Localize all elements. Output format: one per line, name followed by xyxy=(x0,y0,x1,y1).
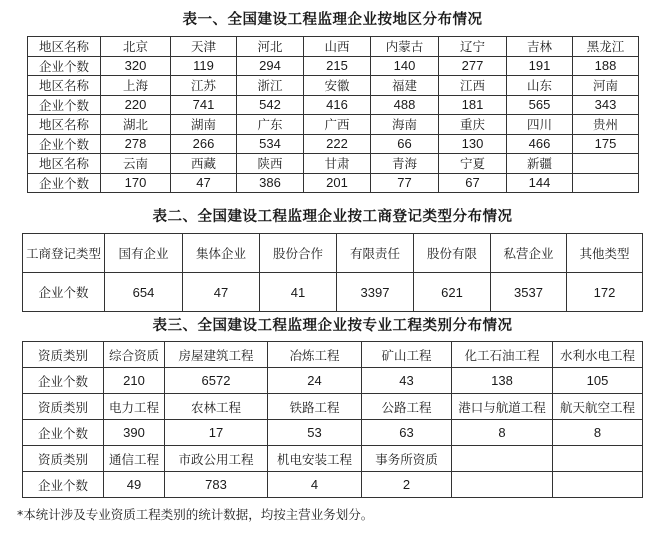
category-cell: 贵州 xyxy=(573,115,639,135)
count-cell: 220 xyxy=(101,95,171,115)
qualification-count-row xyxy=(23,472,643,498)
category-cell: 北京 xyxy=(101,37,171,57)
type-cell: 股份有限 xyxy=(414,234,491,273)
category-cell: 上海 xyxy=(101,76,171,96)
category-cell xyxy=(573,154,639,174)
qualification-count-row-label: 企业个数 xyxy=(23,368,104,394)
footnote: *本统计涉及专业资质工程类别的统计数据，均按主营业务划分。 xyxy=(17,507,374,522)
qualification-type-row-label: 资质类别 xyxy=(23,394,104,420)
count-cell: 222 xyxy=(304,134,371,154)
category-cell: 辽宁 xyxy=(439,37,507,57)
count-cell: 119 xyxy=(171,56,237,76)
registration-type-header: 工商登记类型 xyxy=(23,234,105,273)
count-cell: 43 xyxy=(362,368,452,394)
category-cell: 广东 xyxy=(237,115,304,135)
count-cell: 277 xyxy=(439,56,507,76)
category-cell: 冶炼工程 xyxy=(268,342,362,368)
region-name-row xyxy=(28,154,639,174)
category-cell: 通信工程 xyxy=(104,446,165,472)
category-cell: 江苏 xyxy=(171,76,237,96)
category-cell: 甘肃 xyxy=(304,154,371,174)
registration-type-row xyxy=(23,234,643,273)
count-cell: 320 xyxy=(101,56,171,76)
category-cell: 综合资质 xyxy=(104,342,165,368)
table1-title: 表一、全国建设工程监理企业按地区分布情况 xyxy=(182,12,483,28)
region-name-row xyxy=(28,37,639,57)
qualification-type-row-label: 资质类别 xyxy=(23,342,104,368)
count-cell: 172 xyxy=(567,273,643,312)
category-cell: 福建 xyxy=(371,76,439,96)
count-cell: 534 xyxy=(237,134,304,154)
count-cell: 654 xyxy=(105,273,183,312)
count-cell: 488 xyxy=(371,95,439,115)
category-cell: 海南 xyxy=(371,115,439,135)
category-cell: 河北 xyxy=(237,37,304,57)
count-cell: 8 xyxy=(553,420,643,446)
count-cell: 3397 xyxy=(337,273,414,312)
qualification-count-row xyxy=(23,368,643,394)
count-cell: 6572 xyxy=(165,368,268,394)
count-cell: 215 xyxy=(304,56,371,76)
region-count-row-label: 企业个数 xyxy=(28,173,101,193)
category-cell: 浙江 xyxy=(237,76,304,96)
type-cell: 集体企业 xyxy=(183,234,260,273)
type-cell: 私营企业 xyxy=(491,234,567,273)
category-cell: 公路工程 xyxy=(362,394,452,420)
category-cell: 吉林 xyxy=(507,37,573,57)
count-cell: 140 xyxy=(371,56,439,76)
registration-count-row xyxy=(23,273,643,312)
category-cell: 宁夏 xyxy=(439,154,507,174)
qualification-count-row-label: 企业个数 xyxy=(23,420,104,446)
count-cell: 278 xyxy=(101,134,171,154)
category-cell: 山东 xyxy=(507,76,573,96)
count-cell: 741 xyxy=(171,95,237,115)
category-cell: 河南 xyxy=(573,76,639,96)
category-cell: 电力工程 xyxy=(104,394,165,420)
count-cell: 621 xyxy=(414,273,491,312)
category-cell: 内蒙古 xyxy=(371,37,439,57)
count-cell: 130 xyxy=(439,134,507,154)
count-cell: 3537 xyxy=(491,273,567,312)
count-cell: 416 xyxy=(304,95,371,115)
count-cell: 49 xyxy=(104,472,165,498)
category-cell: 湖南 xyxy=(171,115,237,135)
count-cell: 386 xyxy=(237,173,304,193)
qualification-count-row-label: 企业个数 xyxy=(23,472,104,498)
count-cell: 390 xyxy=(104,420,165,446)
count-cell: 144 xyxy=(507,173,573,193)
type-cell: 有限责任 xyxy=(337,234,414,273)
count-cell: 565 xyxy=(507,95,573,115)
category-cell: 矿山工程 xyxy=(362,342,452,368)
category-cell: 铁路工程 xyxy=(268,394,362,420)
category-cell: 黑龙江 xyxy=(573,37,639,57)
count-cell: 138 xyxy=(452,368,553,394)
region-count-row xyxy=(28,95,639,115)
category-cell: 江西 xyxy=(439,76,507,96)
qualification-type-row-label: 资质类别 xyxy=(23,446,104,472)
count-cell: 783 xyxy=(165,472,268,498)
category-cell: 安徽 xyxy=(304,76,371,96)
type-cell: 其他类型 xyxy=(567,234,643,273)
count-cell: 63 xyxy=(362,420,452,446)
category-cell xyxy=(452,446,553,472)
specialty-table-body xyxy=(23,342,643,498)
count-cell: 201 xyxy=(304,173,371,193)
category-cell: 房屋建筑工程 xyxy=(165,342,268,368)
count-cell: 47 xyxy=(183,273,260,312)
region-name-row-label: 地区名称 xyxy=(28,37,101,57)
category-cell: 化工石油工程 xyxy=(452,342,553,368)
region-name-row-label: 地区名称 xyxy=(28,154,101,174)
count-cell: 53 xyxy=(268,420,362,446)
category-cell: 港口与航道工程 xyxy=(452,394,553,420)
count-cell: 542 xyxy=(237,95,304,115)
region-name-row xyxy=(28,76,639,96)
category-cell xyxy=(553,446,643,472)
count-cell: 47 xyxy=(171,173,237,193)
qualification-count-row xyxy=(23,420,643,446)
category-cell: 航天航空工程 xyxy=(553,394,643,420)
table3-title: 表三、全国建设工程监理企业按专业工程类别分布情况 xyxy=(152,318,513,334)
region-count-row xyxy=(28,173,639,193)
region-count-row-label: 企业个数 xyxy=(28,95,101,115)
qualification-type-row xyxy=(23,394,643,420)
count-cell: 343 xyxy=(573,95,639,115)
region-count-row xyxy=(28,56,639,76)
category-cell: 四川 xyxy=(507,115,573,135)
region-name-row xyxy=(28,115,639,135)
count-cell: 191 xyxy=(507,56,573,76)
region-table-body xyxy=(28,37,639,193)
count-cell: 77 xyxy=(371,173,439,193)
count-cell xyxy=(553,472,643,498)
specialty-distribution-table xyxy=(22,341,643,498)
count-cell: 41 xyxy=(260,273,337,312)
category-cell: 机电安装工程 xyxy=(268,446,362,472)
count-cell: 2 xyxy=(362,472,452,498)
count-cell: 66 xyxy=(371,134,439,154)
category-cell: 西藏 xyxy=(171,154,237,174)
count-cell: 188 xyxy=(573,56,639,76)
region-distribution-table xyxy=(27,36,639,193)
table2-title: 表二、全国建设工程监理企业按工商登记类型分布情况 xyxy=(152,209,513,225)
region-count-row xyxy=(28,134,639,154)
category-cell: 陕西 xyxy=(237,154,304,174)
category-cell: 事务所资质 xyxy=(362,446,452,472)
count-cell: 67 xyxy=(439,173,507,193)
qualification-type-row xyxy=(23,342,643,368)
count-cell xyxy=(573,173,639,193)
qualification-type-row xyxy=(23,446,643,472)
count-cell xyxy=(452,472,553,498)
count-cell: 17 xyxy=(165,420,268,446)
category-cell: 湖北 xyxy=(101,115,171,135)
region-name-row-label: 地区名称 xyxy=(28,115,101,135)
count-cell: 466 xyxy=(507,134,573,154)
region-name-row-label: 地区名称 xyxy=(28,76,101,96)
count-cell: 8 xyxy=(452,420,553,446)
category-cell: 青海 xyxy=(371,154,439,174)
count-cell: 170 xyxy=(101,173,171,193)
category-cell: 天津 xyxy=(171,37,237,57)
count-cell: 4 xyxy=(268,472,362,498)
count-cell: 266 xyxy=(171,134,237,154)
region-count-row-label: 企业个数 xyxy=(28,56,101,76)
type-cell: 国有企业 xyxy=(105,234,183,273)
count-cell: 294 xyxy=(237,56,304,76)
category-cell: 广西 xyxy=(304,115,371,135)
category-cell: 水利水电工程 xyxy=(553,342,643,368)
type-cell: 股份合作 xyxy=(260,234,337,273)
region-count-row-label: 企业个数 xyxy=(28,134,101,154)
count-label: 企业个数 xyxy=(23,273,105,312)
business-registration-table xyxy=(22,233,643,312)
category-cell: 新疆 xyxy=(507,154,573,174)
count-cell: 105 xyxy=(553,368,643,394)
category-cell: 重庆 xyxy=(439,115,507,135)
category-cell: 农林工程 xyxy=(165,394,268,420)
count-cell: 24 xyxy=(268,368,362,394)
category-cell: 市政公用工程 xyxy=(165,446,268,472)
category-cell: 山西 xyxy=(304,37,371,57)
count-cell: 210 xyxy=(104,368,165,394)
category-cell: 云南 xyxy=(101,154,171,174)
count-cell: 175 xyxy=(573,134,639,154)
count-cell: 181 xyxy=(439,95,507,115)
